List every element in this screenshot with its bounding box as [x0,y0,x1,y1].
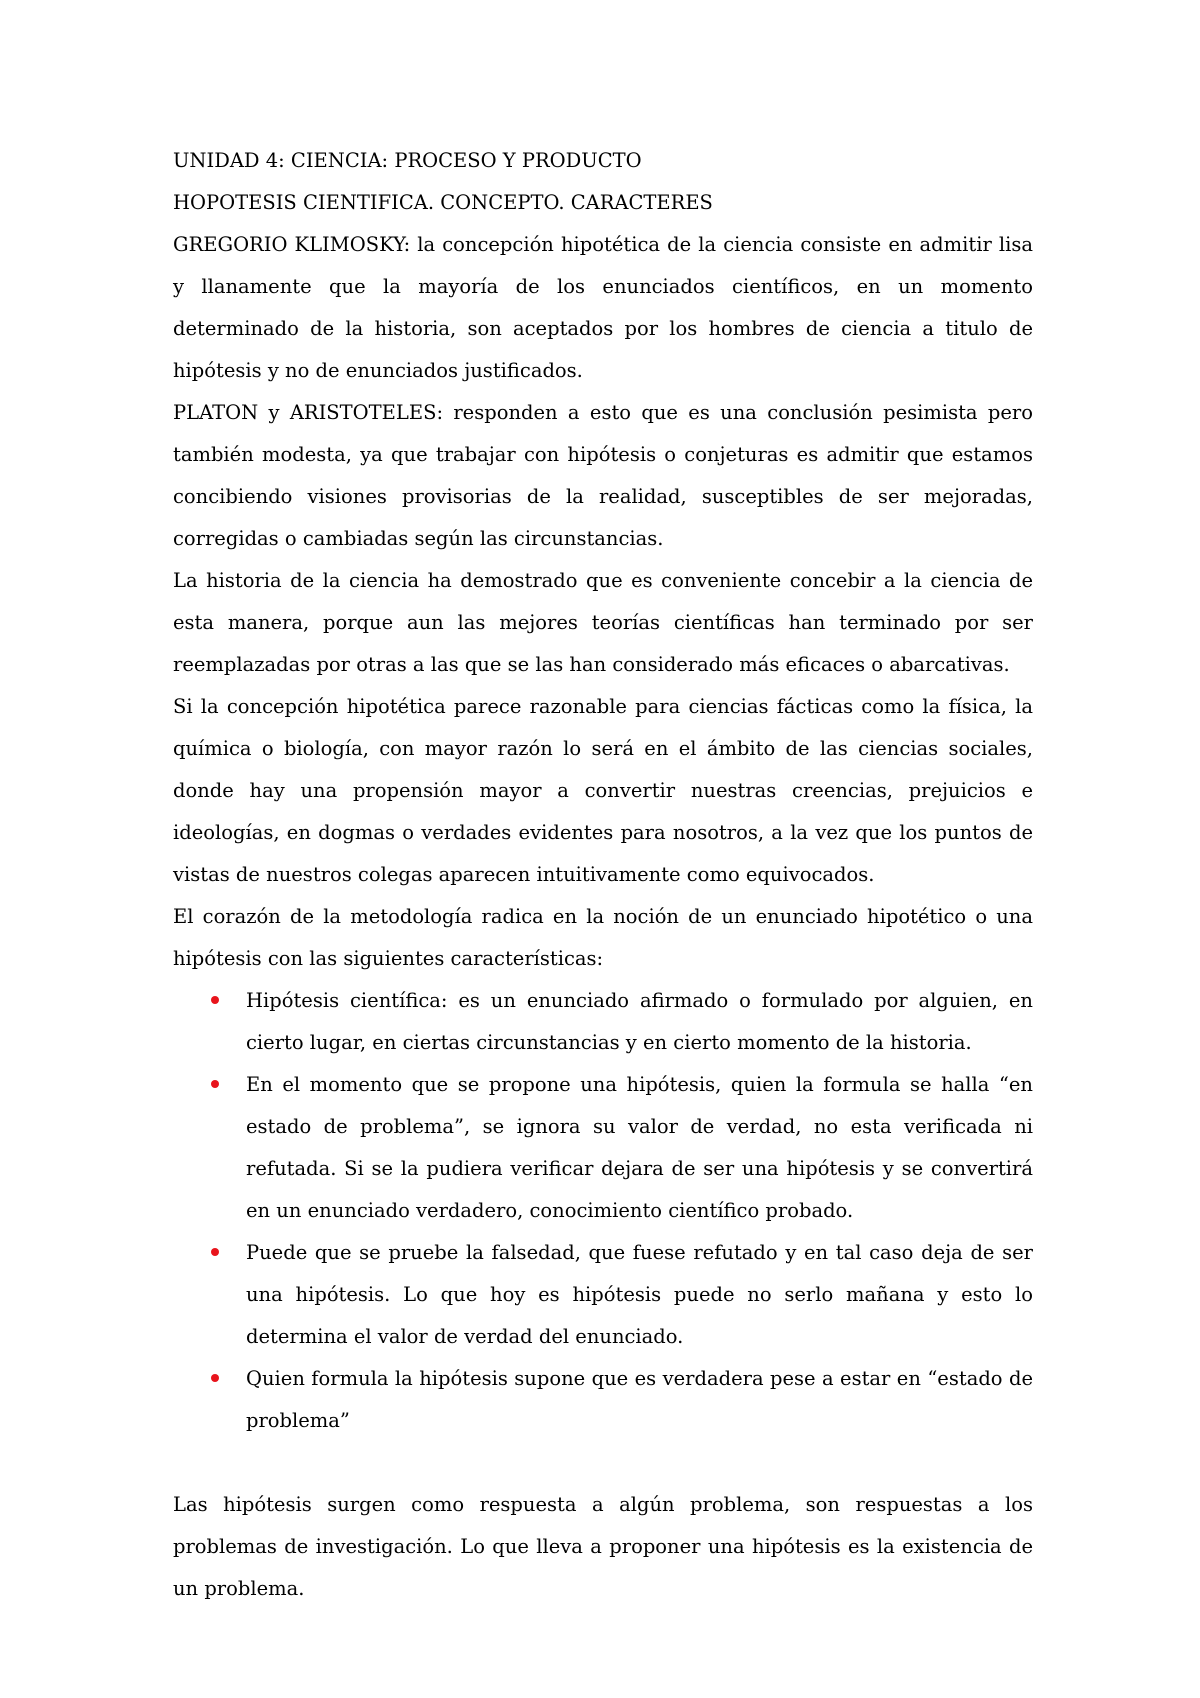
list-item-text: En el momento que se propone una hipótesis, quien la formula se halla “en estado de problema”, se ignora su valor de verdad, no esta verificada ni refutada. Si se la pudiera verificar dejara de ser una hipótesis y se convertirá en un enunciado verdadero, conocimiento científico probado. [246,1073,1033,1222]
document-body [173,140,1033,1610]
list-item-text: Hipótesis científica: es un enunciado afirmado o formulado por alguien, en cierto lugar, en ciertas circunstancias y en cierto momento de la historia. [246,989,1033,1054]
bullet-icon [211,1374,219,1382]
unit-heading: UNIDAD 4: CIENCIA: PROCESO Y PRODUCTO [173,149,642,172]
characteristics-list [173,980,1033,1442]
blank-line [173,1442,1033,1484]
list-item-text: Quien formula la hipótesis supone que es verdadera pese a estar en “estado de problema” [246,1367,1033,1432]
paragraph-metodologia: El corazón de la metodología radica en la noción de un enunciado hipotético o una hipótesis con las siguientes características: [173,905,1033,970]
paragraph-historia-ciencia: La historia de la ciencia ha demostrado que es conveniente concebir a la ciencia de esta manera, porque aun las mejores teorías científicas han terminado por ser reemplazadas por otras a las que se las han considerado más eficaces o abarcativas. [173,569,1033,676]
list-item [173,1232,1033,1358]
list-item [173,1358,1033,1442]
list-item [173,980,1033,1064]
paragraph-platon-aristoteles: PLATON y ARISTOTELES: responden a esto que es una conclusión pesimista pero también modesta, ya que trabajar con hipótesis o conjeturas es admitir que estamos concibiendo visiones provisorias de la realidad, susceptibles de ser mejoradas, corregidas o cambiadas según las circunstancias. [173,401,1033,550]
paragraph-ciencias-sociales: Si la concepción hipotética parece razonable para ciencias fácticas como la física, la química o biología, con mayor razón lo será en el ámbito de las ciencias sociales, donde hay una propensión mayor a convertir nuestras creencias, prejuicios e ideologías, en dogmas o verdades evidentes para nosotros, a la vez que los puntos de vistas de nuestros colegas aparecen intuitivamente como equivocados. [173,695,1033,886]
list-item [173,1064,1033,1232]
bullet-icon [211,1248,219,1256]
paragraph-conclusion: Las hipótesis surgen como respuesta a algún problema, son respuestas a los problemas de investigación. Lo que lleva a proponer una hipótesis es la existencia de un problema. [173,1493,1033,1600]
bullet-icon [211,996,219,1004]
list-item-text: Puede que se pruebe la falsedad, que fuese refutado y en tal caso deja de ser una hipótesis. Lo que hoy es hipótesis puede no serlo mañana y esto lo determina el valor de verdad del enunciado. [246,1241,1033,1348]
bullet-icon [211,1080,219,1088]
paragraph-klimosky: GREGORIO KLIMOSKY: la concepción hipotética de la ciencia consiste en admitir lisa y llanamente que la mayoría de los enunciados científicos, en un momento determinado de la historia, son aceptados por los hombres de ciencia a titulo de hipótesis y no de enunciados justificados. [173,233,1033,382]
section-heading: HOPOTESIS CIENTIFICA. CONCEPTO. CARACTERES [173,191,713,214]
